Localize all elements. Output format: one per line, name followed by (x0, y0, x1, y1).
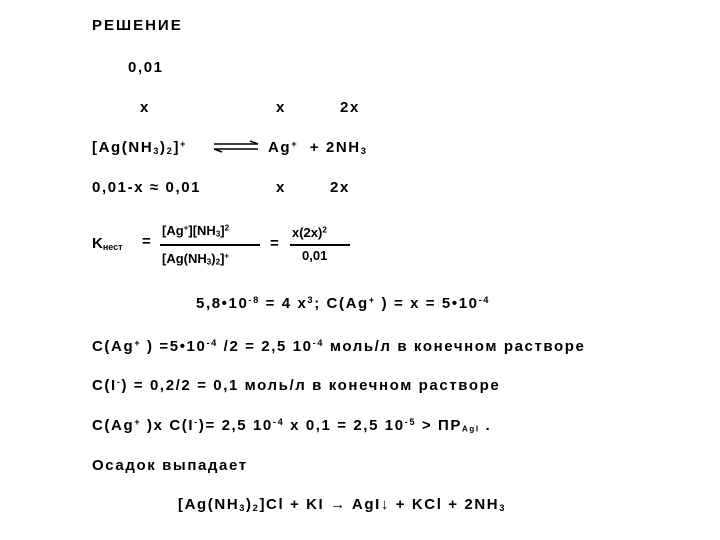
k-symbol: $K_{нест}$ (92, 235, 123, 252)
iodide-concentration: C(I-) = 0,2/2 = 0,1 моль/л в конечном растворе (92, 376, 501, 394)
x-label-2: x (276, 99, 286, 116)
products: $Ag^+ + 2NH_3$ (268, 138, 368, 156)
k-numerator: $[Ag^+][NH_3]^2$ (162, 223, 230, 239)
equilibrium-arrows-icon (210, 138, 262, 154)
equilibrium-conc-2: x (276, 179, 286, 196)
k-equals-2: = (270, 235, 279, 252)
conclusion: Осадок выпадает (92, 457, 248, 474)
final-reaction: $[Ag(NH_3)_2]Cl$ + KI → AgI↓ + KCl + $2NH_3$ (178, 496, 506, 513)
solubility-equation: $5,8•10^{-8} = 4$ $x^3$; C(Ag+ ) = $x = 5•10^{-4}$ (196, 294, 491, 312)
k-numerator-2: $x(2x)^2$ (292, 225, 327, 240)
complex-formula: $[Ag(NH_3)_2]^+$ (92, 138, 188, 156)
initial-concentration: 0,01 (128, 59, 164, 76)
equilibrium-conc-1: 0,01-x ≈ 0,01 (92, 179, 202, 196)
k-denominator: $[Ag(NH_3)_2]^+$ (162, 251, 230, 267)
fraction-bar-2 (290, 244, 350, 246)
k-equals: = (142, 233, 151, 250)
fraction-bar-1 (160, 244, 260, 246)
x-label-1: x (140, 99, 150, 116)
equilibrium-conc-3: 2x (330, 179, 350, 196)
ion-product-comparison: C(Ag+ )x C(I-)= 2,5 $10^{-4}$ x 0,1 = 2,5 $10^{-5} > ПР_{AgI}$ . (92, 416, 492, 434)
precipitate-arrow-icon: ↓ (380, 496, 390, 513)
section-title: РЕШЕНИЕ (92, 17, 183, 34)
k-denominator-2: 0,01 (302, 248, 328, 263)
x-label-3: 2x (340, 99, 360, 116)
silver-ion-concentration: C(Ag+ ) $=5•10^{-4}$ /2 = 2,5 $10^{-4}$ моль/л в конечном растворе (92, 337, 586, 355)
